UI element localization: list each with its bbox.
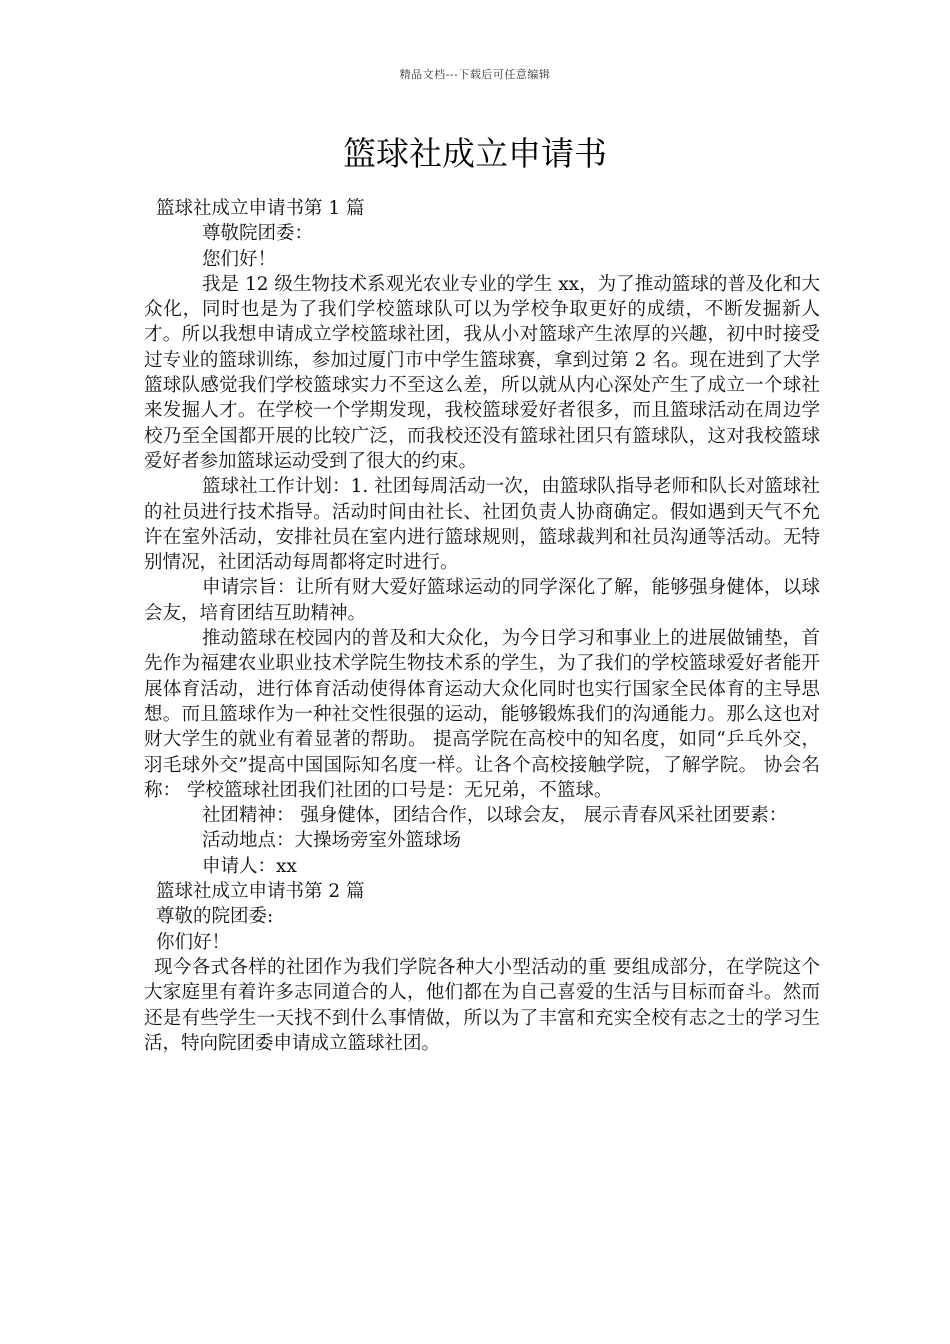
paragraph-applicant: 申请人：xx: [202, 855, 297, 877]
paragraph-location: 活动地点：大操场旁室外篮球场: [202, 830, 462, 852]
header-note: 精品文档---下载后可任意编辑: [399, 68, 551, 81]
paragraph-promotion: 推动篮球在校园内的普及和大众化，为今日学习和事业上的进展做铺垫，首先作为福建农业职业技术学院生物技术系的学生，为了我们的学校篮球爱好者能开展体育活动，进行体育活动使得体育运动大众化同时也实行国家全民体育的主导思想。而且篮球作为一种社交性很强的运动，能够锻炼我们的沟通能力。那么这也对财大学生的就业有着显著的帮助。 提高学院在高校中的知名度，如同“乒乓外交，羽毛球外交”提高中国国际知名度一样。让各个高校接触学院，了解学院。 协会名称： 学校篮球社团我们社团的口号是：无兄弟，不篮球。: [144, 628, 820, 801]
paragraph-part2-intro: 现今各式各样的社团作为我们学院各种大小型活动的重 要组成部分，在学院这个大家庭里有着许多志同道合的人，他们都在为自己喜爱的生活与目标而奋斗。然而还是有些学生一天找不到什么事情做，所以为了丰富和充实全校有志之士的学习生活，特向院团委申请成立篮球社团。: [144, 956, 820, 1054]
greeting-1: 您们好！: [202, 248, 277, 270]
paragraph-work-plan: 篮球社工作计划：1. 社团每周活动一次，由篮球队指导老师和队长对篮球社的社员进行技术指导。活动时间由社长、社团负责人协商确定。假如遇到天气不允许在室外活动，安排社员在室内进行篮球规则，篮球裁判和社员沟通等活动。无特别情况，社团活动每周都将定时进行。: [144, 476, 820, 574]
document-title: 篮球社成立申请书: [343, 134, 607, 173]
document-body: [144, 196, 820, 1056]
section-heading-2: 篮球社成立申请书第 2 篇: [156, 881, 365, 903]
greeting-2: 你们好！: [156, 931, 231, 953]
salutation-2: 尊敬的院团委:: [156, 906, 274, 928]
paragraph-spirit: 社团精神： 强身健体，团结合作，以球会友， 展示青春风采社团要素：: [202, 805, 788, 827]
paragraph-intro: 我是 12 级生物技术系观光农业专业的学生 xx，为了推动篮球的普及化和大众化，同时也是为了我们学校篮球队可以为学校争取更好的成绩，不断发掘新人才。所以我想申请成立学校篮球社团，我从小对篮球产生浓厚的兴趣，初中时接受过专业的篮球训练，参加过厦门市中学生篮球赛，拿到过第 2 名。现在进到了大学篮球队感觉我们学校篮球实力不至这么差，所以就从内心深处产生了成立一个球社来发掘人才。在学校一个学期发现，我校篮球爱好者很多，而且篮球活动在周边学校乃至全国都开展的比较广泛，而我校还没有篮球社团只有篮球队，这对我校篮球爱好者参加篮球运动受到了很大的约束。: [144, 273, 820, 472]
section-heading-1: 篮球社成立申请书第 1 篇: [156, 198, 365, 219]
salutation-1: 尊敬院团委：: [202, 223, 314, 245]
paragraph-purpose: 申请宗旨：让所有财大爱好篮球运动的同学深化了解，能够强身健体，以球会友，培育团结互助精神。: [144, 577, 820, 624]
